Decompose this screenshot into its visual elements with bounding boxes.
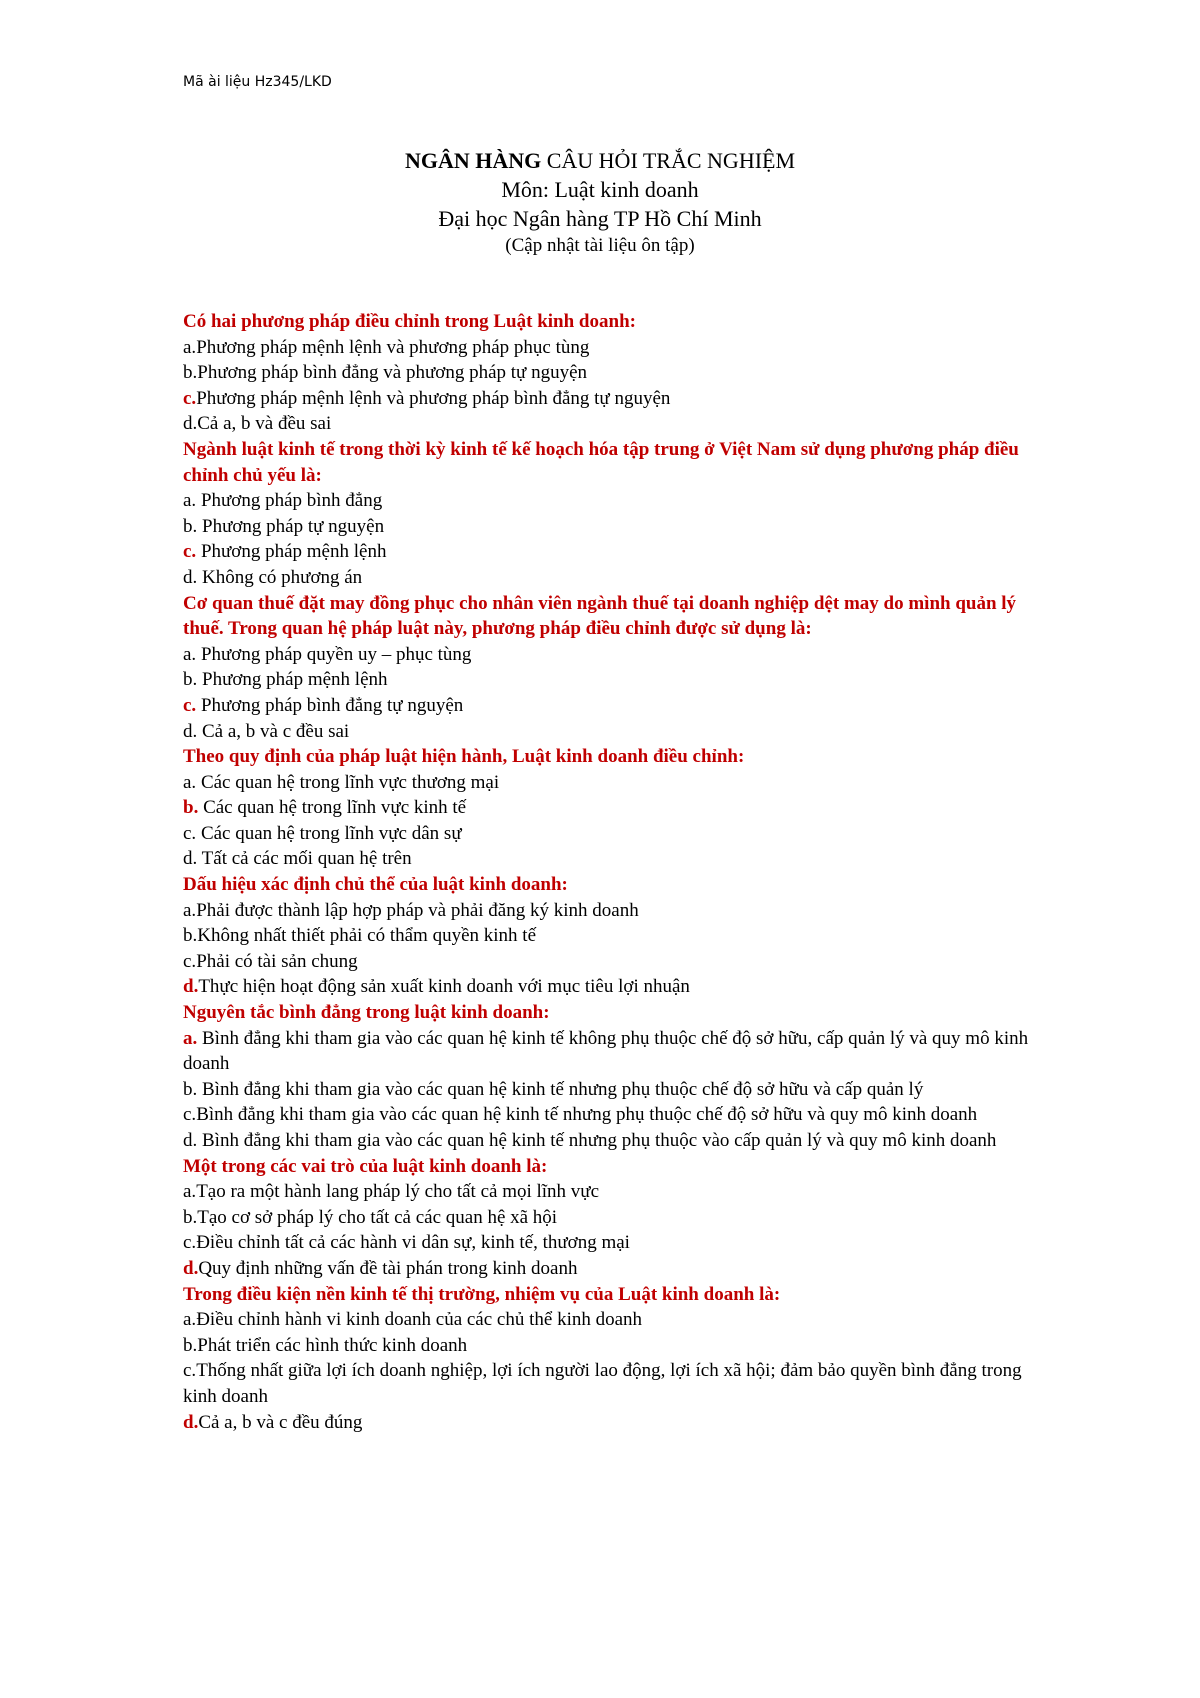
answer-option [183, 1205, 1033, 1231]
answer-text: Phát triển các hình thức kinh doanh [197, 1334, 468, 1356]
answer-text: Thống nhất giữa lợi ích doanh nghiệp, lợi ích người lao động, lợi ích xã hội; đảm bảo quyền bình đẳng trong kinh doanh [183, 1360, 1022, 1407]
answer-letter: b. [183, 1078, 198, 1100]
answer-letter: c. [183, 1232, 197, 1254]
answer-text: Các quan hệ trong lĩnh vực dân sự [196, 822, 462, 844]
answer-option [183, 488, 1033, 514]
answer-text: Phải được thành lập hợp pháp và phải đăng ký kinh doanh [196, 899, 639, 921]
question-text: Trong điều kiện nền kinh tế thị trường, nhiệm vụ của Luật kinh doanh là: [183, 1283, 781, 1305]
answer-text: Cả a, b và c đều đúng [198, 1411, 363, 1433]
answer-letter: c. [183, 1360, 197, 1382]
answer-option [183, 335, 1033, 361]
answer-option [183, 795, 1033, 821]
answer-letter: b. [183, 669, 198, 691]
answer-text: Phương pháp bình đẳng [196, 490, 383, 512]
answer-option [183, 1307, 1033, 1333]
correct-answer-letter: c. [183, 694, 197, 716]
answer-option [183, 411, 1033, 437]
question-list [183, 309, 1033, 1435]
answer-option [183, 898, 1033, 924]
answer-option [183, 1026, 1033, 1077]
answer-option [183, 1128, 1033, 1154]
question-text: Có hai phương pháp điều chỉnh trong Luật kinh doanh: [183, 311, 636, 332]
answer-letter: b. [183, 362, 198, 384]
answer-option [183, 667, 1033, 693]
correct-answer-letter: a. [183, 1027, 198, 1049]
answer-text: Tạo cơ sở pháp lý cho tất cả các quan hệ xã hội [197, 1206, 558, 1228]
correct-answer-letter: d. [183, 1257, 199, 1279]
correct-answer-letter: d. [183, 1411, 199, 1433]
answer-text: Bình đẳng khi tham gia vào các quan hệ kinh tế nhưng phụ thuộc vào cấp quản lý và quy mô kinh doanh [197, 1130, 997, 1151]
answer-text: Bình đẳng khi tham gia vào các quan hệ kinh tế nhưng phụ thuộc chế độ sở hữu và quy mô kinh doanh [196, 1104, 978, 1126]
answer-letter: a. [183, 490, 197, 512]
answer-text: Phải có tài sản chung [196, 950, 358, 972]
title-block [0, 146, 1200, 259]
answer-letter: d. [183, 1130, 198, 1151]
answer-text: Điều chỉnh hành vi kinh doanh của các chủ thể kinh doanh [196, 1309, 643, 1331]
school-line: Đại học Ngân hàng TP Hồ Chí Minh [438, 206, 762, 231]
answer-option [183, 1179, 1033, 1205]
correct-answer-letter: d. [183, 976, 199, 998]
answer-option [183, 386, 1033, 412]
question-text: Theo quy định của pháp luật hiện hành, Luật kinh doanh điều chỉnh: [183, 746, 745, 768]
answer-letter: a. [183, 899, 197, 921]
answer-option [183, 1333, 1033, 1359]
answer-text: Phương pháp mệnh lệnh và phương pháp phục tùng [196, 336, 590, 358]
question-text: Nguyên tắc bình đẳng trong luật kinh doanh: [183, 1002, 550, 1024]
subject-line: Môn: Luật kinh doanh [501, 177, 699, 202]
answer-option [183, 1102, 1033, 1128]
answer-option [183, 642, 1033, 668]
answer-letter: c. [183, 1104, 197, 1126]
question-text: Dấu hiệu xác định chủ thể của luật kinh doanh: [183, 874, 568, 896]
answer-letter: d. [183, 413, 198, 435]
answer-text: Điều chỉnh tất cả các hành vi dân sự, kinh tế, thương mại [196, 1232, 630, 1254]
answer-text: Cả a, b và c đều sai [197, 720, 350, 742]
answer-letter: a. [183, 336, 197, 358]
answer-text: Phương pháp quyền uy – phục tùng [196, 643, 472, 665]
answer-option [183, 360, 1033, 386]
question-text: Cơ quan thuế đặt may đồng phục cho nhân viên ngành thuế tại doanh nghiệp dệt may do mình quản lý thuế. Trong quan hệ pháp luật này, phương pháp điều chỉnh được sử dụng là: [183, 592, 1017, 640]
answer-option [183, 821, 1033, 847]
answer-text: Bình đẳng khi tham gia vào các quan hệ kinh tế không phụ thuộc chế độ sở hữu, cấp quản lý và quy mô kinh doanh [183, 1027, 1029, 1075]
answer-option [183, 1410, 1033, 1436]
answer-text: Cả a, b và đều sai [197, 413, 332, 435]
answer-text: Phương pháp mệnh lệnh và phương pháp bình đẳng tự nguyện [196, 387, 671, 409]
answer-letter: c. [183, 822, 197, 844]
answer-text: Các quan hệ trong lĩnh vực thương mại [196, 771, 500, 793]
question-text: Ngành luật kinh tế trong thời kỳ kinh tế kế hoạch hóa tập trung ở Việt Nam sử dụng phương pháp điều chỉnh chủ yếu là: [183, 438, 1019, 486]
answer-text: Bình đẳng khi tham gia vào các quan hệ kinh tế nhưng phụ thuộc chế độ sở hữu và cấp quản lý [197, 1078, 924, 1100]
answer-text: Các quan hệ trong lĩnh vực kinh tế [198, 797, 467, 819]
answer-letter: d. [183, 848, 198, 870]
answer-text: Tất cả các mối quan hệ trên [197, 848, 412, 870]
answer-text: Tạo ra một hành lang pháp lý cho tất cả mọi lĩnh vực [196, 1181, 600, 1203]
answer-option [183, 1358, 1033, 1409]
answer-text: Phương pháp tự nguyện [197, 515, 385, 537]
answer-option [183, 974, 1033, 1000]
correct-answer-letter: b. [183, 797, 199, 819]
answer-option [183, 949, 1033, 975]
question-text: Một trong các vai trò của luật kinh doanh là: [183, 1155, 548, 1177]
answer-letter: a. [183, 1309, 197, 1331]
update-note: (Cập nhật tài liệu ôn tập) [505, 235, 695, 256]
correct-answer-letter: c. [183, 541, 197, 563]
answer-text: Phương pháp mệnh lệnh [197, 669, 388, 691]
answer-option [183, 719, 1033, 745]
answer-letter: a. [183, 771, 197, 793]
title-rest: CÂU HỎI TRẮC NGHIỆM [541, 148, 796, 173]
answer-letter: b. [183, 925, 198, 947]
answer-option [183, 539, 1033, 565]
answer-text: Thực hiện hoạt động sản xuất kinh doanh với mục tiêu lợi nhuận [198, 976, 690, 998]
answer-text: Phương pháp bình đẳng và phương pháp tự nguyện [197, 362, 588, 384]
answer-option [183, 923, 1033, 949]
answer-option [183, 846, 1033, 872]
correct-answer-letter: c. [183, 387, 197, 409]
answer-letter: b. [183, 1206, 198, 1228]
document-title [0, 146, 1200, 175]
answer-letter: b. [183, 1334, 198, 1356]
answer-option [183, 1256, 1033, 1282]
answer-letter: c. [183, 950, 197, 972]
answer-letter: a. [183, 643, 197, 665]
answer-letter: b. [183, 515, 198, 537]
answer-option [183, 1230, 1033, 1256]
answer-text: Không nhất thiết phải có thẩm quyền kinh tế [197, 925, 537, 947]
answer-text: Quy định những vấn đề tài phán trong kinh doanh [198, 1257, 578, 1279]
answer-text: Không có phương án [197, 566, 363, 588]
answer-letter: d. [183, 566, 198, 588]
answer-letter: a. [183, 1181, 197, 1203]
document-code: Mã ài liệu Hz345/LKD [183, 74, 332, 90]
answer-option [183, 565, 1033, 591]
title-bold-part: NGÂN HÀNG [404, 148, 542, 173]
answer-letter: d. [183, 720, 198, 742]
answer-option [183, 514, 1033, 540]
answer-option [183, 1077, 1033, 1103]
answer-option [183, 770, 1033, 796]
answer-text: Phương pháp bình đẳng tự nguyện [196, 694, 464, 716]
answer-option [183, 693, 1033, 719]
answer-text: Phương pháp mệnh lệnh [196, 541, 387, 563]
